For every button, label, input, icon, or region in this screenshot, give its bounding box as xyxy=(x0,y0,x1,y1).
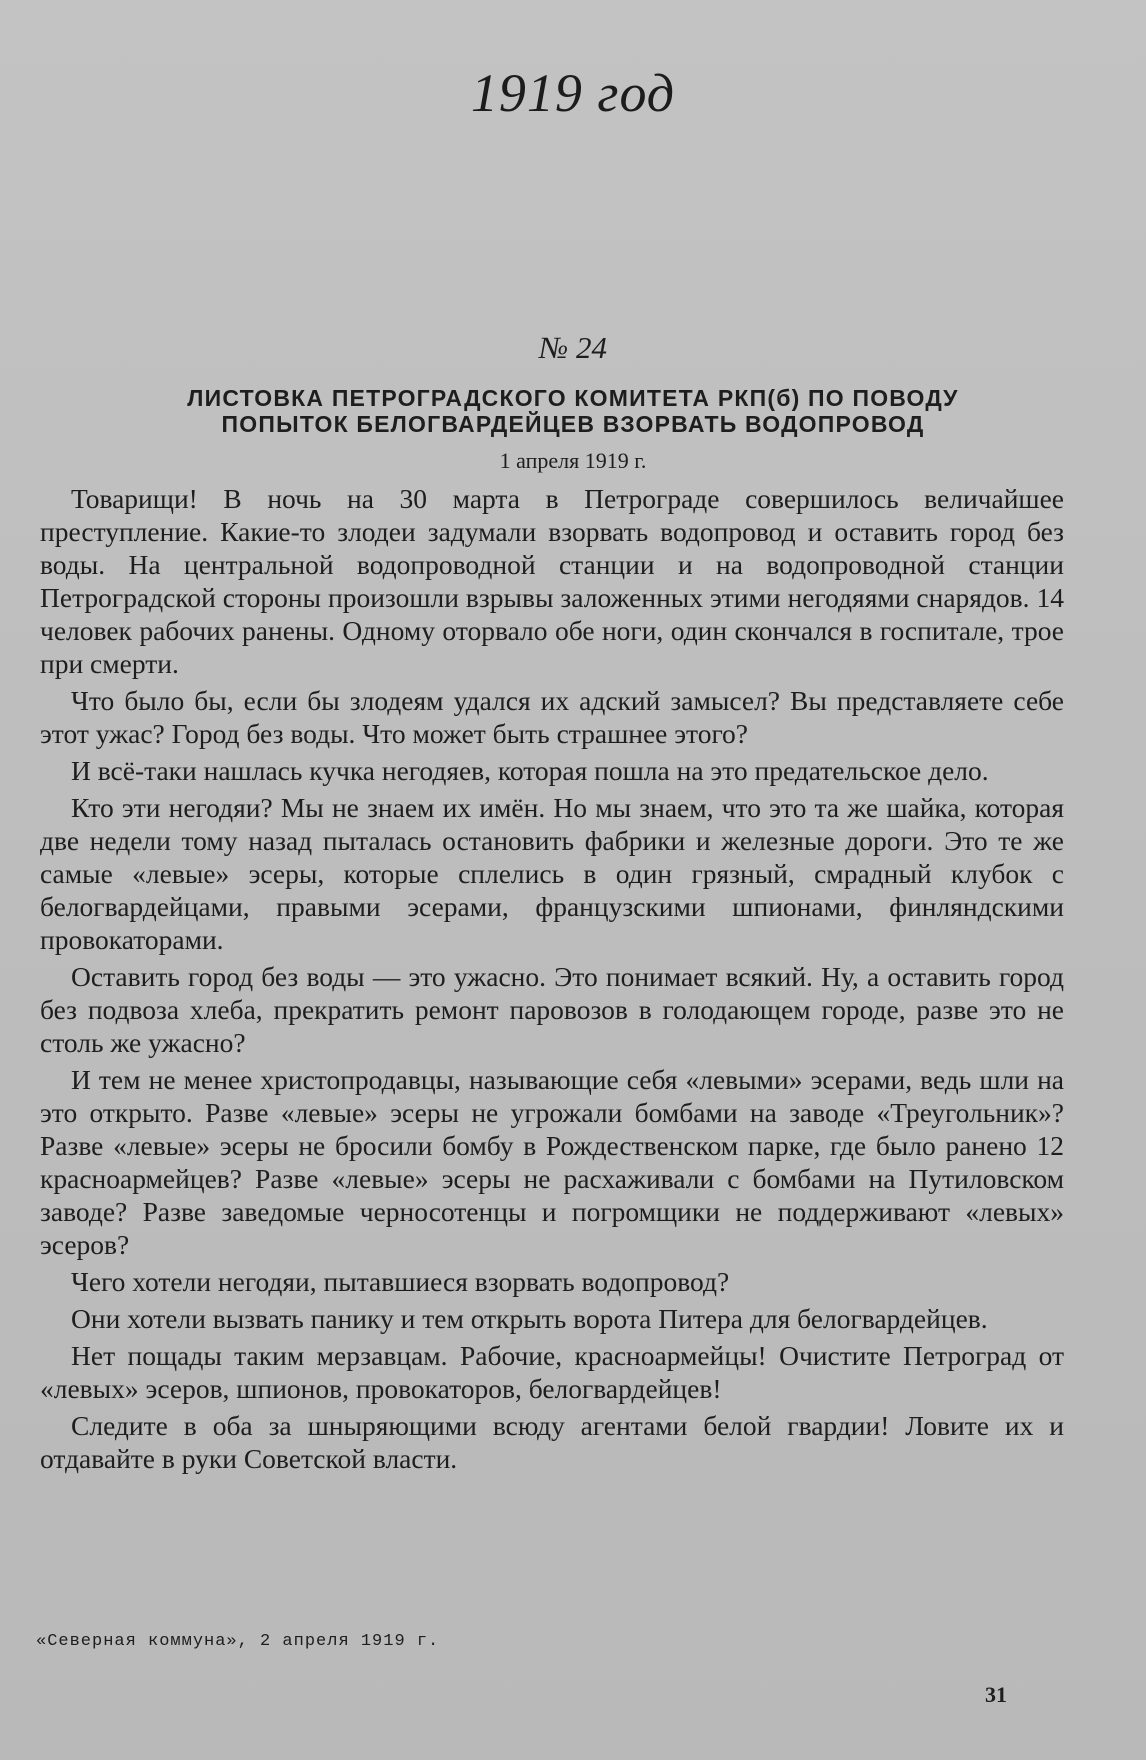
heading-line-2: ПОПЫТОК БЕЛОГВАРДЕЙЦЕВ ВЗОРВАТЬ ВОДОПРОВОД xyxy=(221,411,925,437)
year-title: 1919 год xyxy=(470,63,676,123)
paragraph: И тем не менее христопродавцы, называющие себя «левыми» эсерами, ведь шли на это открыто. Разве «левые» эсеры не угрожали бомбами на заводе «Треугольник»? Разве «левые» эсеры не бросили бомбу в Рождественском парке, где было ранено 12 красноармейцев? Разве «левые» эсеры не расхаживали с бомбами на Путиловском заводе? Разве заведомые черносотенцы и погромщики не поддерживают «левых» эсеров? xyxy=(40,1064,1064,1260)
source-citation: «Северная коммуна», 2 апреля 1919 г. xyxy=(36,1632,440,1651)
paragraph: Следите в оба за шныряющими всюду агентами белой гвардии! Ловите их и отдавайте в руки Советской власти. xyxy=(40,1410,1064,1474)
document-body xyxy=(40,482,1064,1479)
paragraph: Чего хотели негодяи, пытавшиеся взорвать водопровод? xyxy=(71,1266,730,1297)
paragraph: Нет пощады таким мерзавцам. Рабочие, красноармейцы! Очистите Петроград от «левых» эсеров, шпионов, провокаторов, белогвардейцев! xyxy=(40,1340,1064,1404)
paragraph: И всё-таки нашлась кучка негодяев, которая пошла на это предательское дело. xyxy=(71,755,989,786)
document-date: 1 апреля 1919 г. xyxy=(499,448,647,473)
page-number: 31 xyxy=(985,1682,1007,1707)
document-number: № 24 xyxy=(539,330,607,365)
paragraph: Товарищи! В ночь на 30 марта в Петрограде совершилось величайшее преступление. Какие-то злодеи задумали взорвать водопровод и оставить город без воды. На центральной водопроводной станции и на водопроводной станции Петроградской стороны произошли взрывы заложенных этими негодяями снарядов. 14 человек рабочих ранены. Одному оторвало обе ноги, один скончался в госпитале, трое при смерти. xyxy=(40,483,1064,679)
paragraph: Кто эти негодяи? Мы не знаем их имён. Но мы знаем, что это та же шайка, которая две недели тому назад пыталась остановить фабрики и железные дороги. Это те же самые «левые» эсеры, которые сплелись в один грязный, смрадный клубок с белогвардейцами, правыми эсерами, французскими шпионами, финляндскими провокаторами. xyxy=(40,792,1064,955)
heading-line-1: ЛИСТОВКА ПЕТРОГРАДСКОГО КОМИТЕТА РКП(б) ПО ПОВОДУ xyxy=(187,385,959,411)
paragraph: Что было бы, если бы злодеям удался их адский замысел? Вы представляете себе этот ужас? Город без воды. Что может быть страшнее этого? xyxy=(40,685,1064,749)
paragraph: Они хотели вызвать панику и тем открыть ворота Питера для белогвардейцев. xyxy=(71,1303,988,1334)
paragraph: Оставить город без воды — это ужасно. Это понимает всякий. Ну, а оставить город без подвоза хлеба, прекратить ремонт паровозов в голодающем городе, разве это не столь же ужасно? xyxy=(40,961,1064,1058)
document-heading xyxy=(80,385,1066,437)
